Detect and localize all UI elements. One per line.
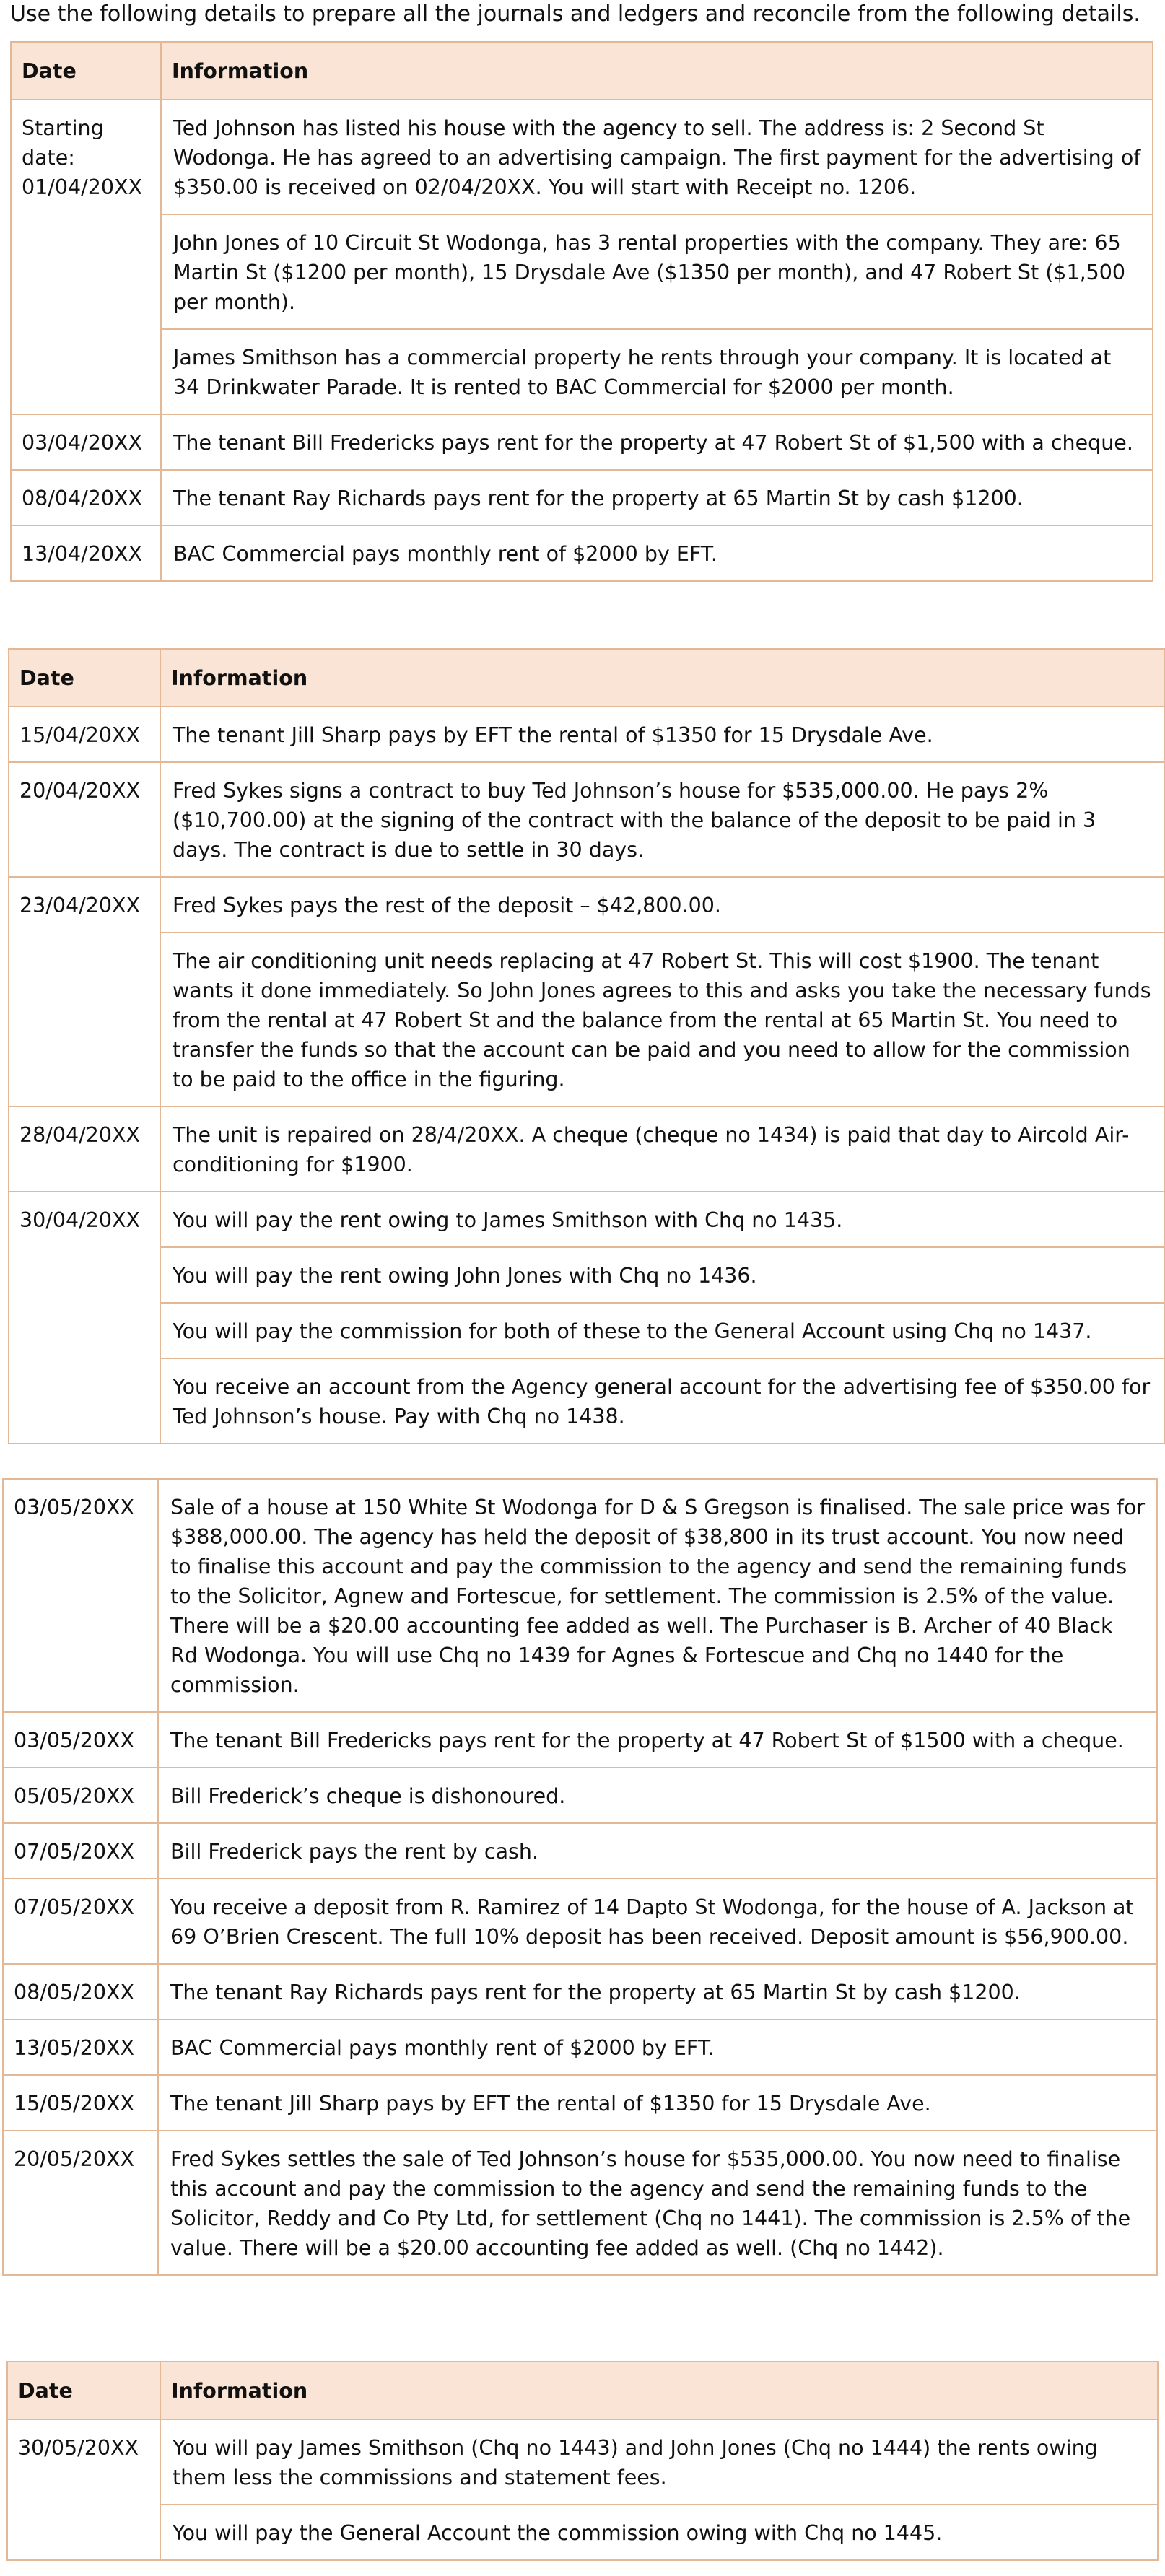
information-cell: Fred Sykes pays the rest of the deposit – $42,800.00. [160,877,1165,933]
information-cell: Bill Frederick pays the rent by cash. [158,1823,1157,1879]
date-cell: 13/04/20XX [11,525,161,581]
information-cell: The tenant Bill Fredericks pays rent for the property at 47 Robert St of $1500 with a cheque. [158,1712,1157,1768]
date-cell: 08/05/20XX [3,1964,158,2020]
table-row [3,1479,1157,1712]
information-column-header: Information [161,42,1153,100]
information-cell: The air conditioning unit needs replacing at 47 Robert St. This will cost $1900. The tenant wants it done immediately. So John Jones agrees to this and asks you take the necessary funds from the rental at 47 Robert St and the balance from the rental at 65 Martin St. You need to transfer the funds so that the account can be paid and you need to allow for the commission to be paid to the office in the figuring. [160,933,1165,1106]
table-row [3,1823,1157,1879]
information-cell: The tenant Ray Richards pays rent for the property at 65 Martin St by cash $1200. [161,470,1153,525]
transactions-table-4 [6,2361,1159,2561]
information-cell: Bill Frederick’s cheque is dishonoured. [158,1768,1157,1823]
table-row [9,1303,1165,1358]
date-cell: 03/05/20XX [3,1712,158,1768]
information-cell: BAC Commercial pays monthly rent of $2000 by EFT. [158,2020,1157,2075]
date-cell: 28/04/20XX [9,1106,160,1192]
date-cell: 03/04/20XX [11,414,161,470]
information-cell: The tenant Bill Fredericks pays rent for the property at 47 Robert St of $1,500 with a cheque. [161,414,1153,470]
information-cell: You receive an account from the Agency general account for the advertising fee of $350.00 for Ted Johnson’s house. Pay with Chq no 1438. [160,1358,1165,1444]
table-row [11,470,1153,525]
information-cell: The tenant Jill Sharp pays by EFT the rental of $1350 for 15 Drysdale Ave. [160,707,1165,762]
table-row [9,933,1165,1106]
table-row [9,762,1165,877]
information-cell: You will pay the rent owing to James Smithson with Chq no 1435. [160,1192,1165,1247]
date-cell: 20/05/20XX [3,2131,158,2275]
date-cell: 15/04/20XX [9,707,160,762]
information-cell: Fred Sykes signs a contract to buy Ted Johnson’s house for $535,000.00. He pays 2% ($10,700.00) at the signing of the contract with the balance of the deposit to be paid in 3 days. The contract is due to settle in 30 days. [160,762,1165,877]
information-cell: The unit is repaired on 28/4/20XX. A cheque (cheque no 1434) is paid that day to Aircold Air-conditioning for $1900. [160,1106,1165,1192]
table-row [3,1712,1157,1768]
table-row [3,1768,1157,1823]
table-row [3,1879,1157,1964]
table-row [7,2505,1158,2560]
transactions-table-1 [10,41,1153,582]
table-row [3,2020,1157,2075]
table-row [3,2131,1157,2275]
information-cell: You will pay the commission for both of these to the General Account using Chq no 1437. [160,1303,1165,1358]
information-cell: James Smithson has a commercial property he rents through your company. It is located at 34 Drinkwater Parade. It is rented to BAC Commercial for $2000 per month. [161,329,1153,414]
date-cell: Starting date: 01/04/20XX [11,100,161,414]
date-cell: 30/04/20XX [9,1192,160,1444]
table-row [11,329,1153,414]
information-cell: You receive a deposit from R. Ramirez of 14 Dapto St Wodonga, for the house of A. Jackson at 69 O’Brien Crescent. The full 10% deposit has been received. Deposit amount is $56,900.00. [158,1879,1157,1964]
information-cell: You will pay the rent owing John Jones with Chq no 1436. [160,1247,1165,1303]
table-row [7,2419,1158,2505]
information-cell: Ted Johnson has listed his house with the agency to sell. The address is: 2 Second St Wodonga. He has agreed to an advertising campaign. The first payment for the advertising of $350.00 is received on 02/04/20XX. You will start with Receipt no. 1206. [161,100,1153,214]
table-row [11,525,1153,581]
table-row [11,214,1153,329]
table-row [11,100,1153,214]
information-column-header: Information [160,2362,1158,2419]
information-cell: You will pay James Smithson (Chq no 1443) and John Jones (Chq no 1444) the rents owing them less the commissions and statement fees. [160,2419,1158,2505]
table-row [9,1358,1165,1444]
table-row [9,707,1165,762]
information-cell: You will pay the General Account the commission owing with Chq no 1445. [160,2505,1158,2560]
information-cell: The tenant Ray Richards pays rent for the property at 65 Martin St by cash $1200. [158,1964,1157,2020]
date-cell: 20/04/20XX [9,762,160,877]
date-cell: 05/05/20XX [3,1768,158,1823]
information-cell: John Jones of 10 Circuit St Wodonga, has 3 rental properties with the company. They are: 65 Martin St ($1200 per month), 15 Drysdale Ave ($1350 per month), and 47 Robert St ($1,500 per month). [161,214,1153,329]
date-column-header: Date [7,2362,160,2419]
date-cell: 07/05/20XX [3,1879,158,1964]
instructions-text: Use the following details to prepare all the journals and ledgers and reconcile from the following details. [10,1,1140,27]
information-cell: The tenant Jill Sharp pays by EFT the rental of $1350 for 15 Drysdale Ave. [158,2075,1157,2131]
table-row [3,2075,1157,2131]
date-cell: 30/05/20XX [7,2419,160,2560]
table-row [3,1964,1157,2020]
date-cell: 08/04/20XX [11,470,161,525]
date-cell: 13/05/20XX [3,2020,158,2075]
date-column-header: Date [11,42,161,100]
information-cell: Fred Sykes settles the sale of Ted Johnson’s house for $535,000.00. You now need to finalise this account and pay the commission to the agency and send the remaining funds to the Solicitor, Reddy and Co Pty Ltd, for settlement (Chq no 1441). The commission is 2.5% of the value. There will be a $20.00 accounting fee added as well. (Chq no 1442). [158,2131,1157,2275]
date-column-header: Date [9,649,160,707]
table-row [11,414,1153,470]
table-row [9,1192,1165,1247]
date-cell: 15/05/20XX [3,2075,158,2131]
table-row [9,877,1165,933]
information-cell: Sale of a house at 150 White St Wodonga for D & S Gregson is finalised. The sale price was for $388,000.00. The agency has held the deposit of $38,800 in its trust account. You now need to finalise this account and pay the commission to the agency and send the remaining funds to the Solicitor, Agnew and Fortescue, for settlement. The commission is 2.5% of the value. There will be a $20.00 accounting fee added as well. The Purchaser is B. Archer of 40 Black Rd Wodonga. You will use Chq no 1439 for Agnes & Fortescue and Chq no 1440 for the commission. [158,1479,1157,1712]
table-header-row [9,649,1165,707]
table-header-row [11,42,1153,100]
table-row [9,1247,1165,1303]
information-column-header: Information [160,649,1165,707]
date-cell: 23/04/20XX [9,877,160,1106]
information-cell: BAC Commercial pays monthly rent of $2000 by EFT. [161,525,1153,581]
date-cell: 03/05/20XX [3,1479,158,1712]
table-header-row [7,2362,1158,2419]
transactions-table-2 [8,648,1165,1444]
table-row [9,1106,1165,1192]
date-cell: 07/05/20XX [3,1823,158,1879]
transactions-table-3 [2,1478,1158,2276]
